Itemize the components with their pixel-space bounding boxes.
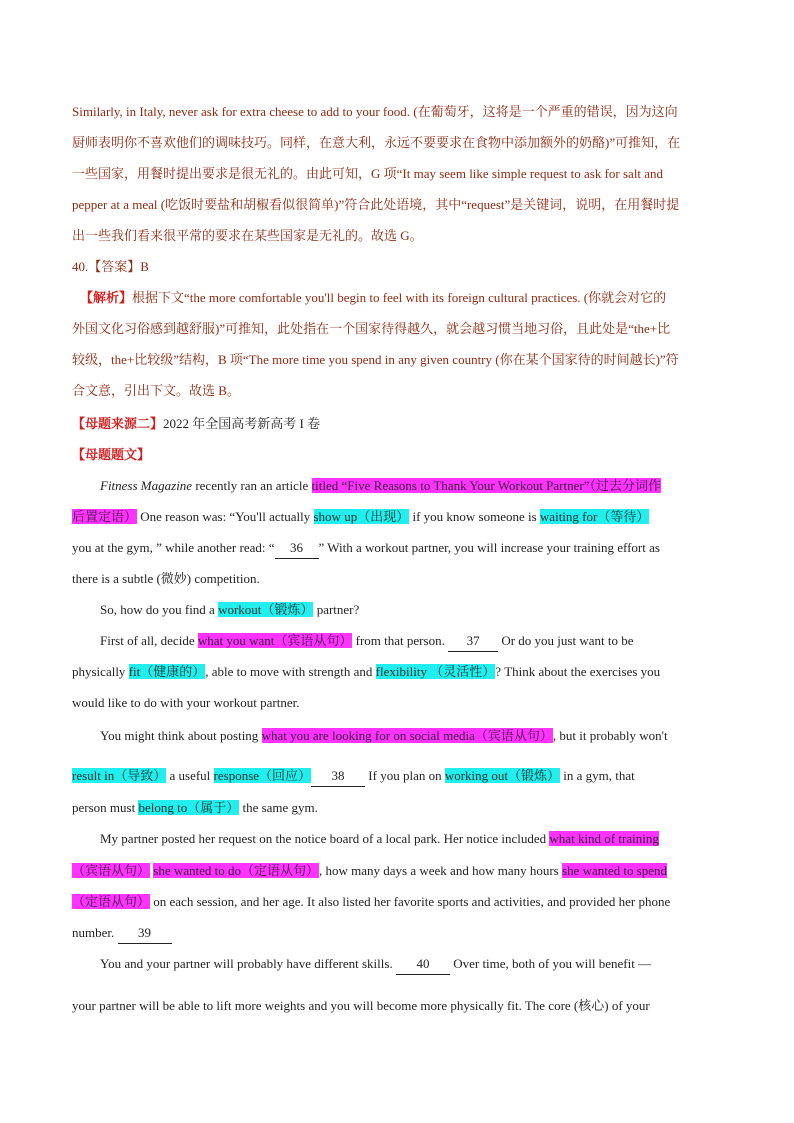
text: 较级，the+比较级”结构，B 项“The more time you spend in any given country (你在某个国家待的时间越长)”符 [72,352,679,367]
text: 厨师表明你不喜欢他们的调味技巧。同样，在意大利，永远不要要求在食物中添加额外的奶酪)”可推知，在 [72,135,681,150]
passage-title-line [72,445,150,465]
passage-line-1 [100,476,661,496]
analysis-line-3 [72,350,679,370]
highlight: working out（锻炼） [444,768,561,783]
text: My partner posted her request on the notice board of a local park. Her notice included [100,831,550,846]
explanation-line-3 [72,164,663,184]
text: You might think about posting [100,728,262,743]
text: 合文意，引出下文。故选 B。 [72,383,240,398]
highlight: what you are looking for on social media（宾语从句） [261,728,553,743]
text: you at the gym, ” while another read: “ [72,540,275,555]
highlight: （定语从句） [72,894,151,909]
text: physically [72,664,129,679]
magazine-name: Fitness Magazine [100,478,193,493]
analysis-line-1 [80,288,666,308]
passage-line-17 [72,996,650,1016]
highlight: titled “Five Reasons to Thank Your Workout Partner”（过去分词作 [311,478,661,493]
highlight: she wanted to spend [561,863,668,878]
highlight: waiting for（等待） [539,509,650,524]
analysis-line-2 [72,319,670,339]
text: , able to move with strength and [205,664,376,679]
explanation-line-1 [72,102,722,122]
highlight: fit（健康的） [128,664,206,679]
passage-line-4 [72,569,260,589]
analysis-tag: 【解析】 [80,290,133,305]
answer-40 [72,257,149,277]
highlight: show up（出现） [313,509,410,524]
passage-line-15 [72,923,172,944]
text: partner? [313,602,360,617]
text: in a gym, that [560,768,635,783]
text: Or do you just want to be [498,633,634,648]
passage-line-2 [72,507,649,527]
text: 外国文化习俗感到越舒服)”可推知，此处指在一个国家待得越久，就会越习惯当地习俗，且此处是“the+比 [72,321,671,336]
text: 一些国家，用餐时提出要求是很无礼的。由此可知，G 项“It may seem like simple request to ask for salt and [72,166,664,181]
text: would like to do with your workout partner. [72,695,300,710]
text: First of all, decide [100,633,198,648]
highlight: what you want（宾语从句） [197,633,353,648]
blank-38[interactable]: 38 [311,766,365,787]
highlight: she wanted to do（定语从句） [153,863,319,878]
text: So, how do you find a [100,602,219,617]
text: If you plan on [365,768,445,783]
passage-line-7 [72,662,660,682]
text: 出一些我们看来很平常的要求在某些国家是无礼的。故选 G。 [72,228,423,243]
source-line [72,414,320,434]
highlight: response（回应） [213,768,312,783]
passage-line-5 [100,600,359,620]
explanation-line-5 [72,226,423,246]
text: your partner will be able to lift more weights and you will become more physically fit. The core (核心) of your [72,998,650,1013]
analysis-line-4 [72,381,240,401]
highlight: what kind of training [549,831,659,846]
text: Over time [449,956,506,971]
passage-line-11 [72,798,318,818]
passage-line-12 [100,829,659,849]
passage-line-6 [100,631,633,652]
passage-line-14 [72,892,670,912]
text: ? Think about the exercises you [495,664,661,679]
text: if you know someone is [409,509,540,524]
text: on each session, and her age. It also listed her favorite sports and activities, and provided her phone [150,894,671,909]
passage-line-13 [72,861,667,881]
source-text: 2022 年全国高考新高考 I 卷 [163,416,321,431]
blank-40[interactable]: 40 [396,954,450,975]
passage-line-9 [100,726,668,746]
text: , how many days a week and how many hours [319,863,562,878]
text: a useful [166,768,214,783]
text: there is a subtle (微妙) competition. [72,571,260,586]
text: the same gym. [239,800,318,815]
blank-36[interactable]: 36 [275,538,319,559]
text: pepper at a meal (吃饭时要盐和胡椒看似很简单)”符合此处语境，其中“request”是关键词，说明，在用餐时提 [72,197,680,212]
source-tag: 【母题来源二】 [72,416,164,431]
passage-line-16 [100,954,651,975]
text: person must [72,800,139,815]
highlight: workout（锻炼） [218,602,314,617]
highlight: flexibility （灵活性） [375,664,496,679]
text: 根据下文“the more comfortable you'll begin to feel with its foreign cultural practices. (你就会对它的 [132,290,667,305]
passage-line-10 [72,766,635,787]
text: , but it probably won't [552,728,668,743]
text: One reason was: “You'll actually [137,509,314,524]
text: , both of you will benefit — [505,956,652,971]
highlight: belong to（属于） [138,800,240,815]
text: from that person. [352,633,449,648]
text: recently ran an article [192,478,312,493]
highlight: result in（导致） [72,768,167,783]
text: Similarly, in Italy, never ask for extra cheese to add to your food. (在葡萄牙，这将是一个严重的错误，因为这向 [72,104,678,119]
highlight: （宾语从句） [72,863,151,878]
blank-39[interactable]: 39 [118,923,172,944]
text: ” With a workout partner, you will increase your training effort as [318,540,660,555]
passage-title-tag: 【母题题文】 [72,447,151,462]
highlight: 后置定语） [72,509,138,524]
blank-37[interactable]: 37 [448,631,498,652]
passage-line-8 [72,693,299,713]
text: number. [72,925,118,940]
text: You and your partner will probably have different skills. [100,956,396,971]
explanation-line-2 [72,133,680,153]
explanation-line-4 [72,195,679,215]
passage-line-3 [72,538,660,559]
answer-label: 40.【答案】B [72,259,149,274]
